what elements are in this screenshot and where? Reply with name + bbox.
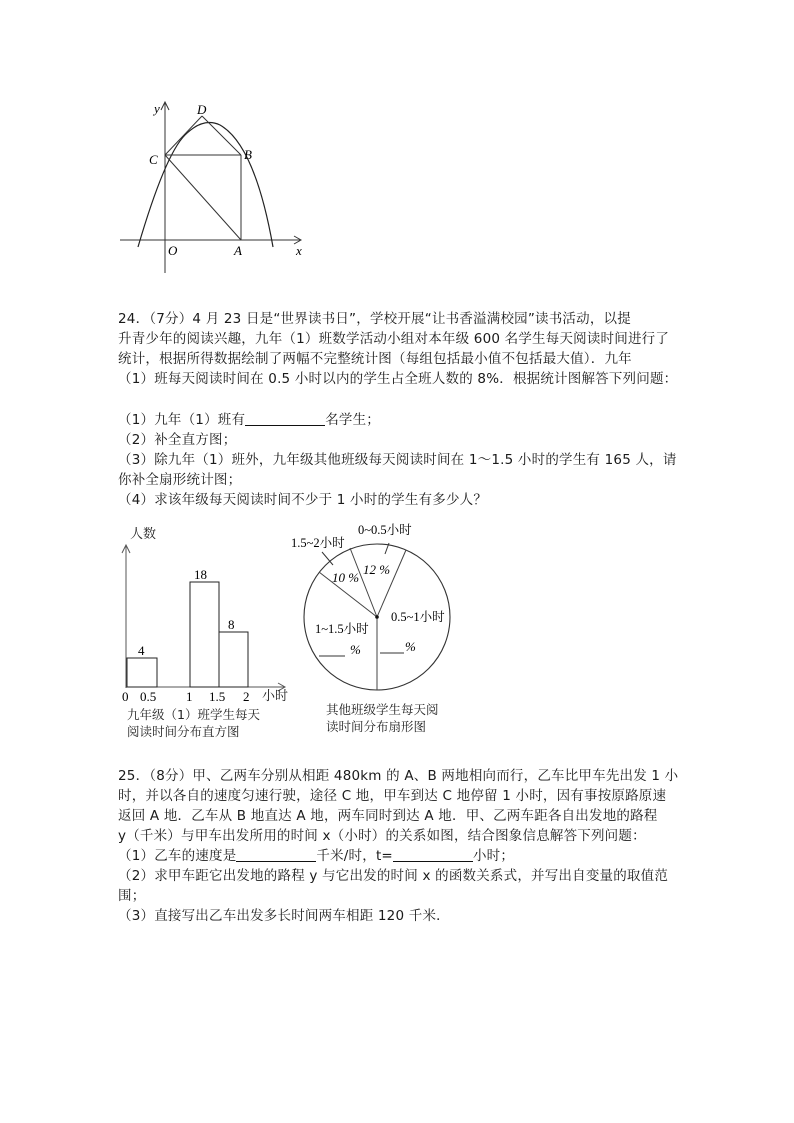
histogram-caption-line: 九年级（1）班学生每天 [127, 707, 260, 722]
q24-intro-line: 24．（7分）4 月 23 日是“世界读书日”，学校开展“让书香溢满校园”读书活动，以提 [118, 311, 631, 327]
q25-intro-line: 时，并以各自的速度匀速行驶，途径 C 地，甲车到达 C 地停留 1 小时，因有事按原路原速 [118, 788, 667, 804]
histogram-y-label: 人数 [130, 527, 157, 542]
q25-intro-line: 返回 A 地．乙车从 B 地直达 A 地，两车同时到达 A 地．甲、乙两车距各自出发地的路程 [118, 808, 658, 824]
q24-intro-line: （1）班每天阅读时间在 0.5 小时以内的学生占全班人数的 8%．根据统计图解答下列问题： [118, 371, 678, 387]
bar-1-1.5 [190, 582, 219, 687]
label-A: A [234, 243, 242, 258]
q24-intro-line: 统计，根据所得数据绘制了两幅不完整统计图（每组包括最小值不包括最大值）．九年 [118, 351, 632, 367]
label-B: B [244, 147, 252, 162]
x-tick: 1 [186, 689, 193, 704]
bar-label: 18 [194, 567, 207, 582]
x-tick: 1.5 [209, 689, 226, 704]
pie-caption-line: 其他班级学生每天阅 [326, 702, 439, 717]
histogram-x-label: 小时 [262, 689, 289, 704]
parabola-figure [110, 95, 310, 275]
pie-chart [285, 520, 475, 700]
bar-1.5-2 [219, 632, 248, 687]
label-y: y [154, 101, 160, 116]
label-O: O [168, 243, 178, 258]
speed-answer-blank[interactable] [236, 847, 316, 862]
q24-item-3: （3）除九年（1）班外，九年级其他班级每天阅读时间在 1～1.5 小时的学生有 165 人，请 [118, 452, 677, 468]
q25-item-1-mid: 千米/时，t= [316, 848, 393, 864]
histogram-chart [110, 525, 300, 705]
q25-item-1 [118, 846, 514, 866]
t-answer-blank[interactable] [393, 847, 473, 862]
slice-label-1.5-2: 1.5~2小时 [291, 536, 345, 550]
histogram-caption-line: 阅读时间分布直方图 [127, 724, 240, 739]
slice-value-12: 12 % [363, 562, 391, 577]
q24-item-4: （4）求该年级每天阅读时间不少于 1 小时的学生有多少人？ [118, 492, 488, 508]
q25-intro-line: y（千米）与甲车出发所用的时间 x（小时）的关系如图，结合图象信息解答下列问题： [118, 828, 646, 844]
slice-percent-1-1.5: % [350, 642, 361, 657]
label-C: C [149, 152, 158, 167]
q25-intro-line: 25．（8分）甲、乙两车分别从相距 480km 的 A、B 两地相向而行，乙车比甲车先出发 1 小 [118, 768, 679, 784]
q24-item-1-prefix: （1）九年（1）班有 [118, 412, 246, 428]
q25-item-2: （2）求甲车距它出发地的路程 y 与它出发的时间 x 的函数关系式，并写出自变量的取值范 [118, 868, 669, 884]
q25-item-2-cont: 围； [118, 888, 146, 904]
q24-item-1 [118, 410, 380, 430]
q24-item-2: （2）补全直方图； [118, 432, 237, 448]
label-D: D [197, 102, 207, 117]
slice-value-10: 10 % [332, 570, 360, 585]
q24-intro-line: 升青少年的阅读兴趣，九年（1）班数学活动小组对本年级 600 名学生每天阅读时间进行了 [118, 331, 670, 347]
q25-item-3: （3）直接写出乙车出发多长时间两车相距 120 千米． [118, 908, 450, 924]
bar-label: 8 [228, 617, 235, 632]
answer-blank[interactable] [245, 411, 325, 426]
pie-caption-line: 读时间分布扇形图 [326, 719, 427, 734]
x-tick: 0 [122, 689, 129, 704]
x-tick: 2 [243, 689, 250, 704]
bar-0-0.5 [127, 658, 157, 687]
bar-label: 4 [138, 643, 145, 658]
x-tick: 0.5 [140, 689, 157, 704]
slice-percent-0.5-1: % [405, 639, 416, 654]
slice-label-0-0.5: 0~0.5小时 [358, 523, 412, 537]
q24-item-3-cont: 你补全扇形统计图； [118, 472, 242, 488]
q24-item-1-suffix: 名学生； [325, 412, 380, 428]
q25-item-1-prefix: （1）乙车的速度是 [118, 848, 237, 864]
slice-label-1-1.5: 1~1.5小时 [315, 622, 369, 636]
slice-label-0.5-1: 0.5~1小时 [391, 610, 445, 624]
label-x: x [296, 243, 302, 258]
q25-item-1-suffix: 小时； [472, 848, 515, 864]
